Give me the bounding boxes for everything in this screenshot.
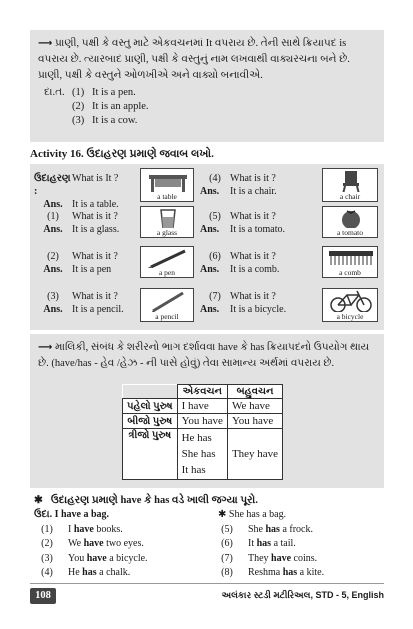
qa-item: (2) What is it ? Ans. It is a pen [43,251,118,275]
intro-paragraph [38,36,376,84]
qa-item: (1) What is it ? Ans. It is a glass. [43,211,120,235]
picture-caption: a bicycle [323,312,377,321]
list-item: (5) She has a frock. [221,523,313,535]
intro-box [30,30,384,142]
arrow-icon: ⟶ [38,38,53,49]
pencil-picture [140,288,194,322]
table-row: પહેલો પુરુષ I have We have [123,399,283,414]
example-row: (3) It is a cow. [72,115,138,126]
activity-grid [30,164,384,330]
chair-picture [322,168,378,202]
exercise-title: ✱ ઉદાહરણ પ્રમાણે have કે has વડે ખાલી જગ્યા પૂરો. [34,495,258,506]
list-item: (4) He has a chalk. [41,567,131,578]
eg-label: દા.ત. [44,87,65,98]
list-item: ઉદા. I have a bag. [34,509,110,520]
qa-item: ઉદાહરણ : What is It ? Ans. It is a table. [34,173,119,210]
list-item: ✱ She has a bag. [218,509,287,520]
list-item: (1) I have books. [41,523,123,535]
bicycle-picture [322,288,378,322]
picture-caption: a pen [141,268,193,277]
qa-item: (3) What is it ? Ans. It is a pencil. [43,291,124,315]
activity-title: Activity 16. ઉદાહરણ પ્રમાણે જવાબ લખો. [30,148,214,160]
page-footer [30,583,384,605]
qa-item: (5) What is it ? Ans. It is a tomato. [200,211,285,235]
picture-caption: a table [141,192,193,201]
table-row: એકવચન બહુવચન [123,385,283,399]
tomato-picture [322,206,378,238]
list-item: (3) You have a bicycle. [41,552,148,564]
picture-caption: a pencil [141,312,193,321]
star-icon: ✱ [34,495,43,506]
qa-item: (4) What is it ? Ans. It is a chair. [200,173,277,197]
picture-caption: a comb [323,268,377,277]
table-picture [140,168,194,202]
table-row: બીજો પુરુષ You have You have [123,414,283,429]
pen-picture [140,246,194,278]
example-row: દા.ત. (1) It is a pen. [38,86,376,100]
example-row: (2) It is an apple. [72,101,149,112]
comb-picture [322,246,378,278]
picture-caption: a glass [141,228,193,237]
arrow-icon: ⟶ [38,342,53,353]
have-has-box [30,334,384,488]
exercise-left-column [34,508,214,581]
have-has-text: માલિકી, સંબંધ કે શરીરનો ભાગ દર્શાવવા have કે has ક્રિયાપદનો ઉપયોગ થાય છે. (have/has - હેવ /હેઝ - ની પાસે હોવું) તેવા સામાન્ય અર્થમાં વપરાય છે. [38,342,370,369]
qa-item: (6) What is it ? Ans. It is a comb. [200,251,280,275]
qa-item: (7) What is it ? Ans. It is a bicycle. [200,291,287,315]
example-label: ઉદાહરણ : [34,173,71,197]
picture-caption: a tomato [323,228,377,237]
page-number: 108 [30,588,56,604]
list-item: (7) They have coins. [221,552,318,564]
footer-title: અલંકાર સ્ટડી મટીરિઅલ, STD - 5, English [221,590,384,600]
table-row: ત્રીજો પુરુષ He has She has It has They have [123,429,283,480]
glass-picture [140,206,194,238]
person-table [122,384,283,480]
list-item: (2) We have two eyes. [41,538,144,549]
have-has-paragraph [38,340,376,372]
exercise-right-column [214,508,394,581]
list-item: (8) Reshma has a kite. [221,567,325,578]
intro-text: પ્રાણી, પક્ષી કે વસ્તુ માટે એકવચનમાં It વપરાય છે. તેની સાથે ક્રિયાપદ is વપરાય છે. ત્યારબાદ પ્રાણી, પક્ષી કે વસ્તુનું નામ લખવાથી વાક્યરચના બને છે. પ્રાણી, પક્ષી કે વસ્તુને ઓળખીએ અને વાક્યો બનાવીએ. [38,38,350,81]
picture-caption: a chair [323,192,377,201]
list-item: (6) It has a tail. [221,538,296,549]
examples-list [38,86,376,128]
